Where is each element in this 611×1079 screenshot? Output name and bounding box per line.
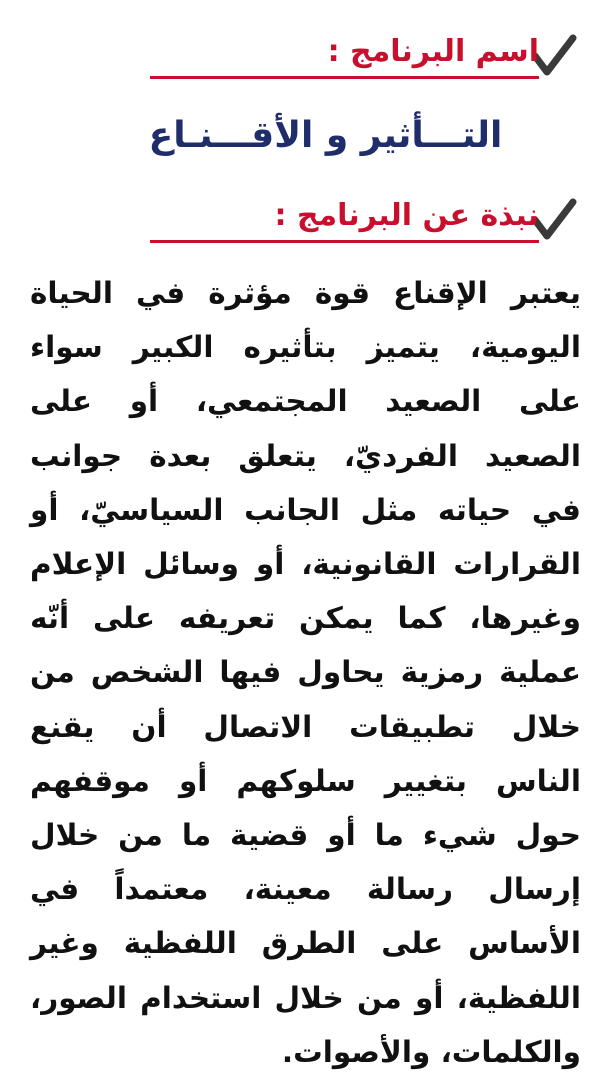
- paragraph-line: على الصعيد المجتمعي، أو على: [30, 384, 581, 419]
- paragraph-line: يعتبر الإقناع قوة مؤثرة في الحياة: [30, 276, 581, 310]
- paragraph-line: اللفظية، أو من خلال استخدام الصور،: [30, 980, 581, 1015]
- paragraph-line: إرسال رسالة معينة، معتمداً في: [30, 872, 581, 907]
- program-name-title: التـــأثير و الأقـــنـاع: [148, 115, 503, 156]
- paragraph-line: الصعيد الفرديّ، يتعلق بعدة جوانب: [30, 438, 581, 473]
- program-overview-paragraph: [30, 266, 581, 1079]
- paragraph-line: القرارات القانونية، أو وسائل الإعلام: [30, 547, 581, 582]
- program-overview-heading-text: نبذة عن البرنامج :: [274, 198, 539, 233]
- program-name-heading-text: اسم البرنامج :: [327, 34, 539, 69]
- paragraph-line: والكلمات، والأصوات.: [281, 1034, 581, 1069]
- program-name-heading: [150, 28, 539, 79]
- program-overview-heading: [150, 192, 539, 243]
- paragraph-line: عملية رمزية يحاول فيها الشخص من: [30, 655, 581, 690]
- paragraph-line: حول شيء ما أو قضية ما من خلال: [30, 818, 581, 853]
- paragraph-line: في حياته مثل الجانب السياسيّ، أو: [30, 492, 581, 527]
- paragraph-line: اليومية، يتميز بتأثيره الكبير سواء: [30, 330, 581, 365]
- paragraph-line: خلال تطبيقات الاتصال أن يقنع: [30, 709, 581, 744]
- paragraph-line: وغيرها، كما يمكن تعريفه على أنّه: [30, 601, 581, 636]
- paragraph-line: الأساس على الطرق اللفظية وغير: [30, 926, 581, 961]
- paragraph-line: الناس بتغيير سلوكهم أو موقفهم: [30, 763, 581, 798]
